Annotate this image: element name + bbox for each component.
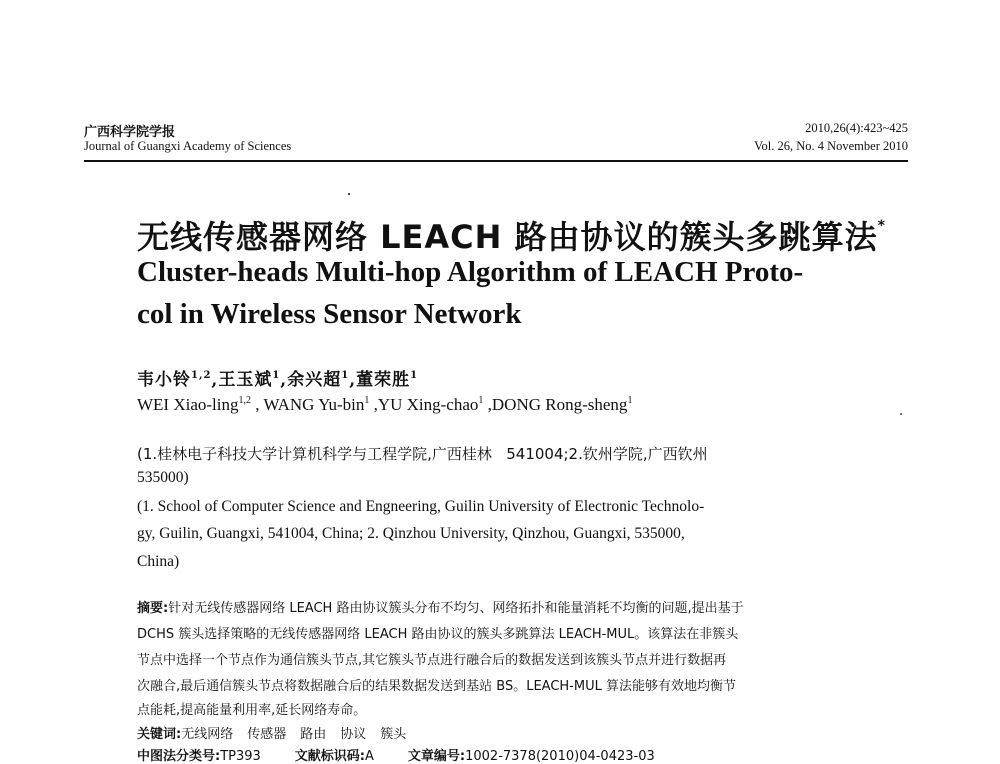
authors-en — [137, 395, 632, 415]
header-rule — [84, 160, 908, 162]
keyword: 传感器 — [247, 727, 287, 742]
article-no-label: 文章编号: — [407, 749, 466, 764]
scan-speck — [348, 193, 350, 195]
title-cn-text: 无线传感器网络 LEACH 路由协议的簇头多跳算法 — [137, 218, 878, 256]
author-affil: 1,2 — [191, 370, 212, 381]
clc-label: 中图法分类号: — [137, 749, 221, 764]
author-name: 余兴超 — [287, 370, 342, 390]
author-name: 韦小铃 — [137, 370, 191, 390]
title-cn — [137, 212, 886, 258]
title-footnote-marker: * — [877, 218, 886, 234]
affiliation-cn-line2: 535000) — [137, 469, 189, 486]
citation: 2010,26(4):423~425 — [805, 121, 908, 135]
abstract-text: 针对无线传感器网络 LEACH 路由协议簇头分布不均匀、网络拓扑和能量消耗不均衡的问题,提出基于 — [168, 601, 744, 616]
title-en-line1: Cluster-heads Multi-hop Algorithm of LEACH Proto- — [137, 256, 804, 288]
clc-number — [137, 749, 261, 764]
article-no-value: 1002-7378(2010)04-0423-03 — [465, 749, 655, 764]
keyword: 协议 — [340, 727, 367, 742]
author-affil: 1 — [341, 370, 350, 381]
separator: , — [483, 395, 492, 414]
separator: , — [211, 370, 219, 390]
abstract-line — [137, 597, 744, 616]
keyword: 簇头 — [380, 727, 407, 742]
document-code — [295, 749, 374, 764]
author-name: WANG Yu-bin — [263, 395, 365, 414]
author-affil: 1 — [627, 395, 633, 406]
author-name: 王玉斌 — [218, 370, 273, 390]
author-affil: 1 — [410, 370, 419, 381]
journal-name-en: Journal of Guangxi Academy of Sciences — [84, 139, 292, 153]
author-affil: 1 — [364, 395, 370, 406]
abstract-line: 点能耗,提高能量利用率,延长网络寿命。 — [137, 703, 367, 718]
journal-name-cn: 广西科学院学报 — [84, 125, 176, 140]
affiliation-en-line2: gy, Guilin, Guangxi, 541004, China; 2. Qinzhou University, Qinzhou, Guangxi, 535000, — [137, 525, 685, 542]
doc-code-label: 文献标识码: — [294, 749, 365, 764]
separator: , — [251, 395, 264, 414]
keywords — [137, 723, 420, 742]
classification-line — [137, 745, 655, 764]
author-affil: 1,2 — [238, 395, 251, 406]
abstract-label: 摘要: — [137, 601, 169, 616]
author-name: WEI Xiao-ling — [137, 395, 239, 414]
author-affil: 1 — [478, 395, 484, 406]
keyword: 无线网络 — [181, 727, 234, 742]
author-name: 董荣胜 — [356, 370, 411, 390]
author-name: DONG Rong-sheng — [491, 395, 628, 414]
abstract-line: 节点中选择一个节点作为通信簇头节点,其它簇头节点进行融合后的数据发送到该簇头节点并进行数据再 — [137, 653, 727, 668]
separator: , — [369, 395, 378, 414]
author-affil: 1 — [272, 370, 281, 381]
affiliation-cn-line1: (1.桂林电子科技大学计算机科学与工程学院,广西桂林 541004;2.钦州学院,广西钦州 — [137, 445, 708, 463]
title-en-line2: col in Wireless Sensor Network — [137, 298, 522, 330]
separator: , — [280, 370, 288, 390]
author-name: YU Xing-chao — [377, 395, 479, 414]
keyword: 路由 — [300, 727, 327, 742]
abstract-line: DCHS 簇头选择策略的无线传感器网络 LEACH 路由协议的簇头多跳算法 LEACH-MUL。该算法在非簇头 — [137, 627, 739, 642]
article-number — [408, 749, 655, 764]
affiliation-en-line1: (1. School of Computer Science and Engneering, Guilin University of Electronic Technolo- — [137, 498, 705, 515]
keywords-label: 关键词: — [137, 727, 182, 742]
affiliation-en-line3: China) — [137, 553, 180, 570]
doc-code-value: A — [365, 749, 374, 764]
authors-cn — [137, 365, 418, 390]
clc-value: TP393 — [220, 749, 261, 764]
scan-speck — [900, 413, 902, 415]
volume-issue: Vol. 26, No. 4 November 2010 — [754, 139, 908, 153]
abstract-line: 次融合,最后通信簇头节点将数据融合后的结果数据发送到基站 BS。LEACH-MUL 算法能够有效地均衡节 — [137, 679, 736, 694]
separator: , — [349, 370, 357, 390]
